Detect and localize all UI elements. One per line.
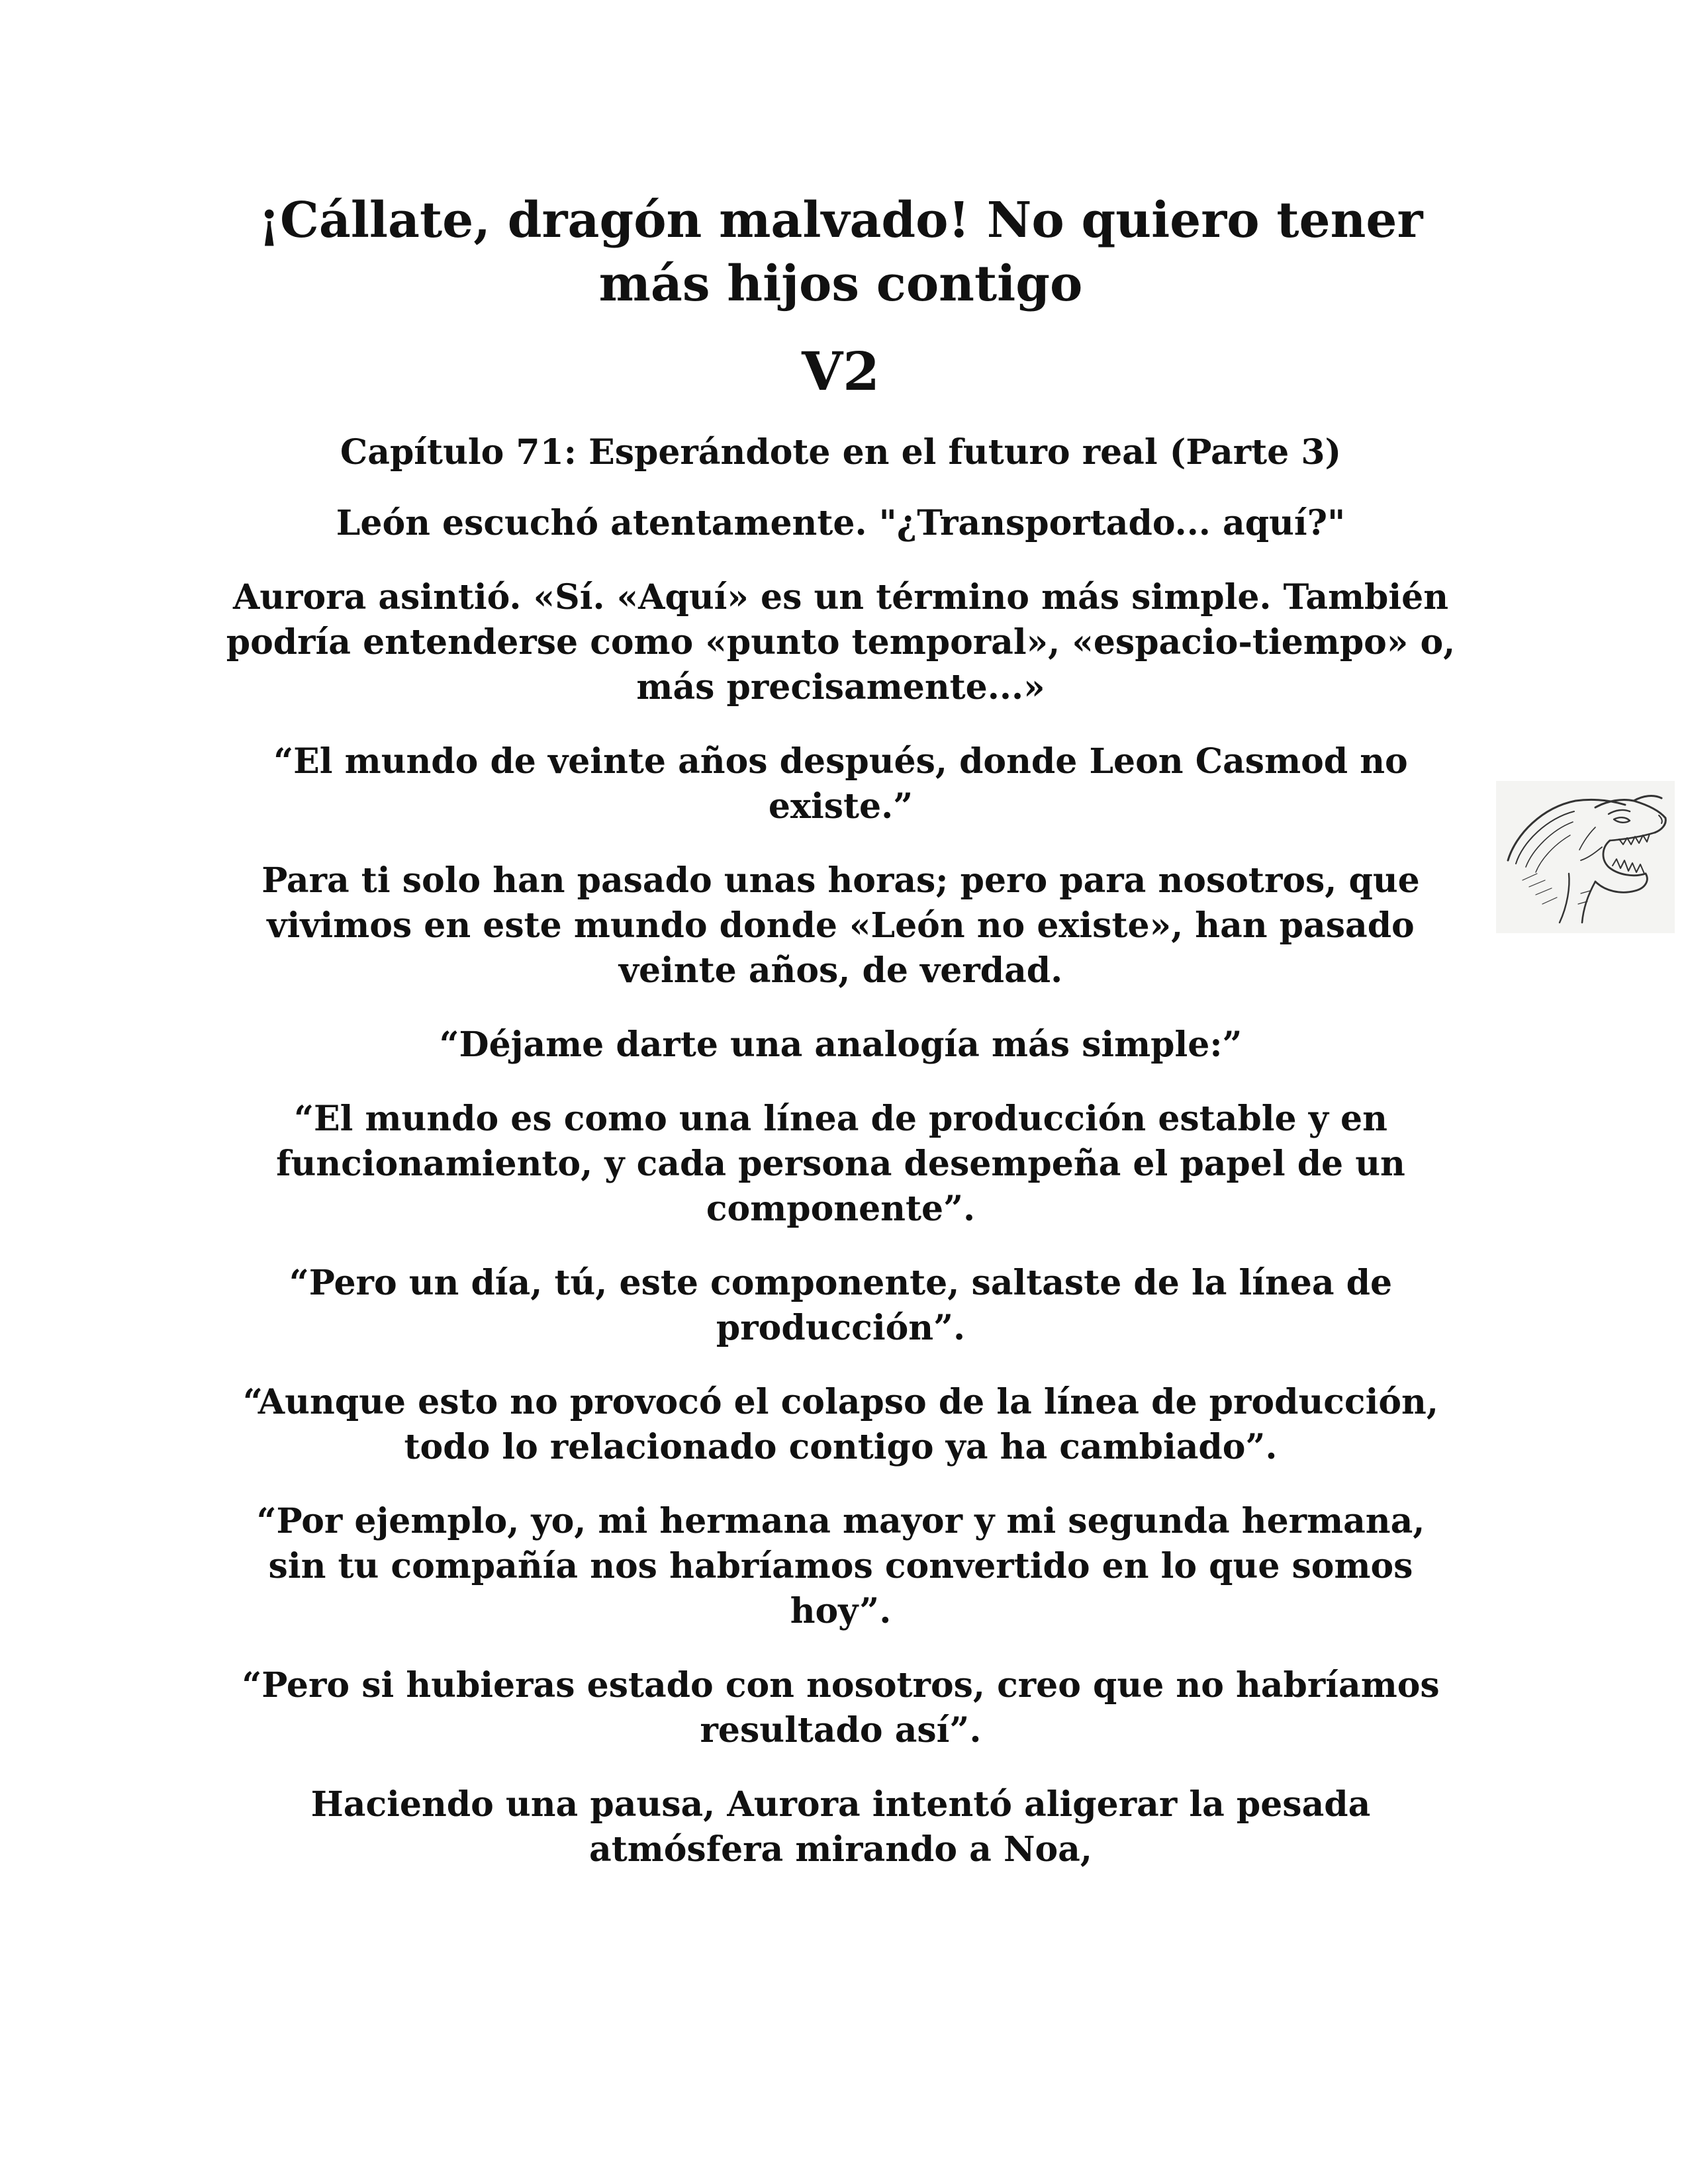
- paragraph: León escuchó atentamente. "¿Transportado... aquí?": [336, 503, 1346, 543]
- dragon-head-sketch-icon: [1496, 781, 1675, 933]
- paragraph: “El mundo es como una línea de producción estable y en funcionamiento, y cada persona desempeña el papel de un componente”.: [276, 1099, 1405, 1229]
- paragraph: Haciendo una pausa, Aurora intentó aligerar la pesada atmósfera mirando a Noa,: [310, 1784, 1371, 1870]
- paragraph: “Pero un día, tú, este componente, saltaste de la línea de producción”.: [289, 1263, 1393, 1348]
- paragraph: “Déjame darte una analogía más simple:”: [439, 1024, 1243, 1065]
- paragraph: “Pero si hubieras estado con nosotros, creo que no habríamos resultado así”.: [242, 1665, 1440, 1751]
- volume-label: V2: [802, 340, 880, 402]
- paragraph: Aurora asintió. «Sí. «Aquí» es un término más simple. También podría entenderse como «punto temporal», «espacio-tiempo» o, más precisamente...»: [226, 577, 1456, 707]
- paragraph: “Por ejemplo, yo, mi hermana mayor y mi segunda hermana, sin tu compañía nos habríamos convertido en lo que somos hoy”.: [256, 1501, 1425, 1631]
- book-title: ¡Cállate, dragón malvado! No quiero tener más hijos contigo: [258, 192, 1423, 312]
- paragraph: “El mundo de veinte años después, donde Leon Casmod no existe.”: [273, 741, 1408, 827]
- chapter-heading: Capítulo 71: Esperándote en el futuro real (Parte 3): [340, 432, 1342, 473]
- text-column: [225, 189, 1456, 1872]
- paragraph: “Aunque esto no provocó el colapso de la línea de producción, todo lo relacionado contigo ya ha cambiado”.: [243, 1382, 1438, 1467]
- paragraph: Para ti solo han pasado unas horas; pero para nosotros, que vivimos en este mundo donde «León no existe», han pasado veinte años, de verdad.: [261, 860, 1420, 991]
